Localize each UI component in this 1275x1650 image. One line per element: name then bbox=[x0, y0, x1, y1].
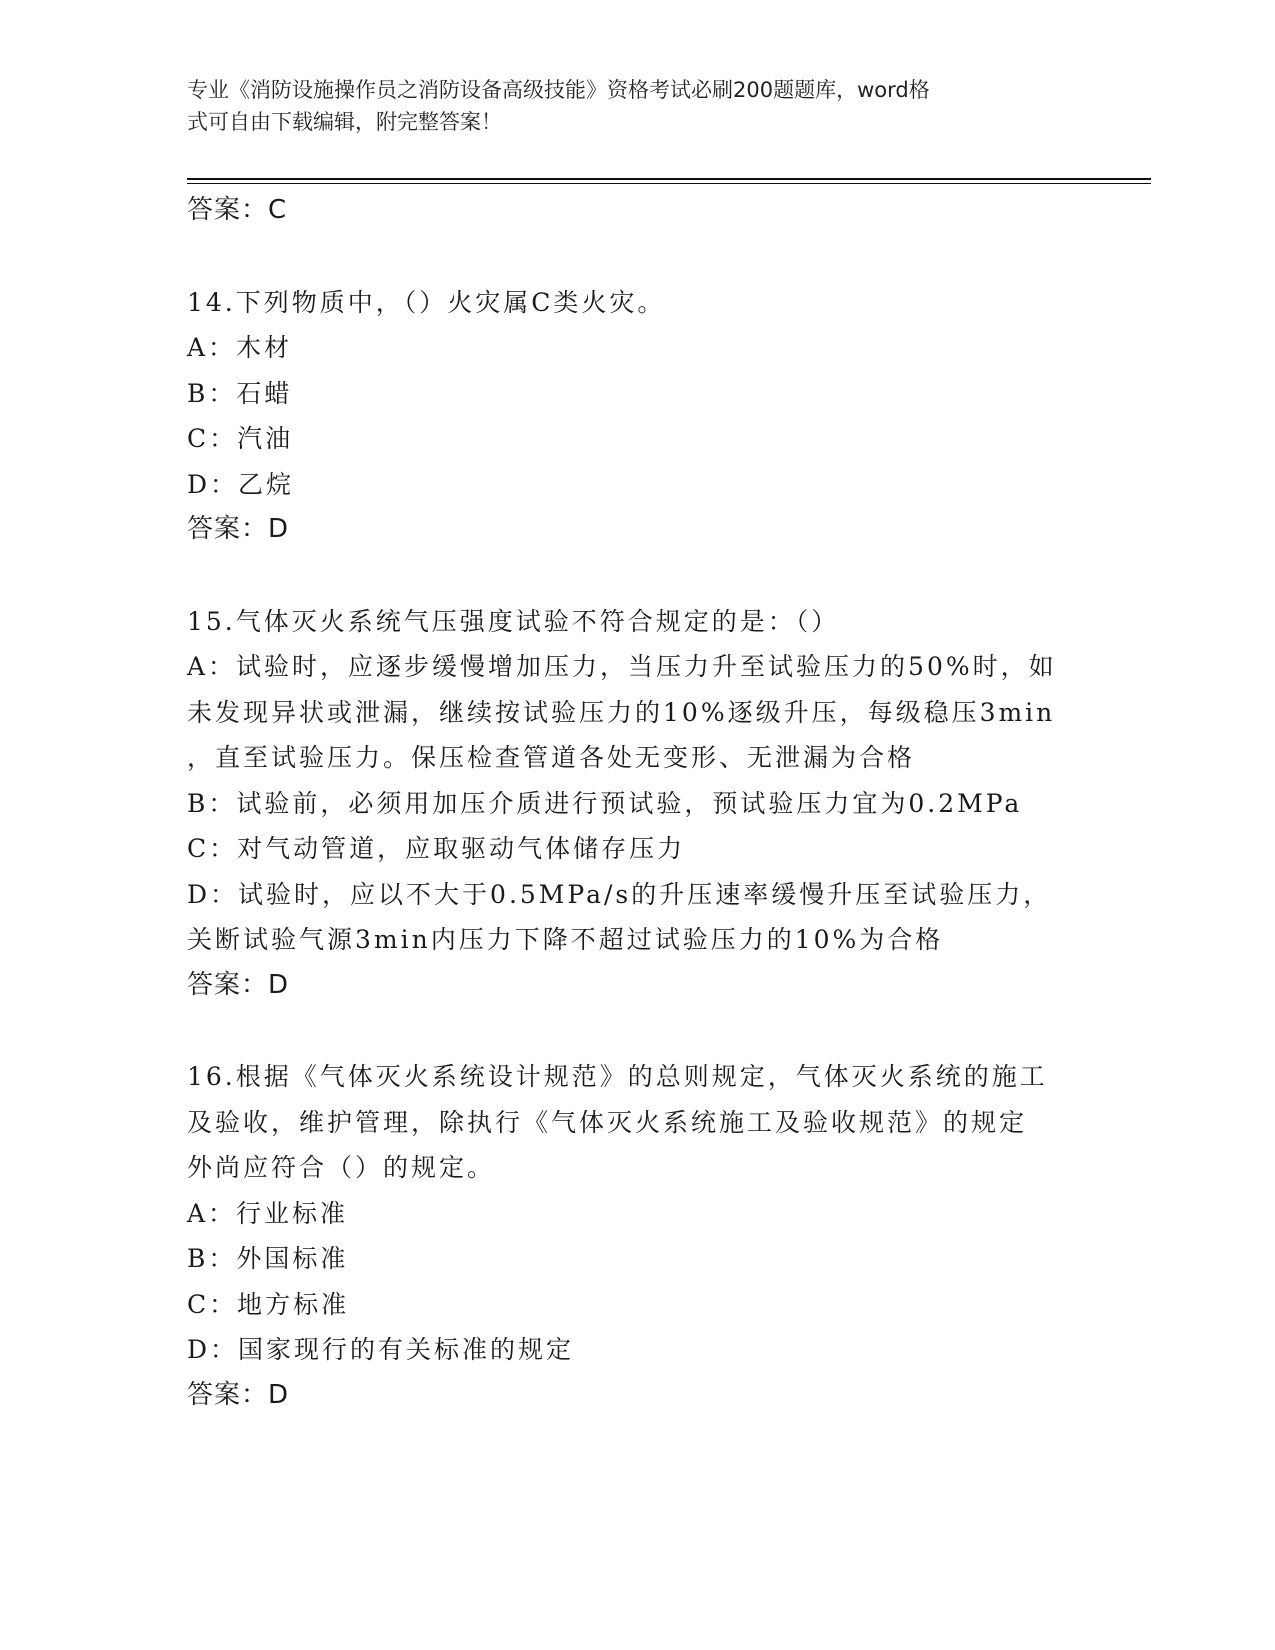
option-a-line-3: ，直至试验压力。保压检查管道各处无变形、无泄漏为合格 bbox=[187, 743, 916, 772]
option-d: D：乙烷 bbox=[187, 469, 295, 499]
spacer bbox=[187, 234, 1087, 280]
previous-answer: 答案：C bbox=[187, 195, 288, 225]
header-rule-thin bbox=[187, 183, 1151, 184]
question-stem: 14.下列物质中，（）火灾属C类火灾。 bbox=[187, 287, 666, 317]
answer: 答案：D bbox=[187, 514, 290, 544]
option-a-line-2: 未发现异状或泄漏，继续按试验压力的10%逐级升压，每级稳压3min bbox=[187, 697, 1056, 727]
question-16 bbox=[187, 1054, 1087, 1418]
question-stem-line-3: 外尚应符合（）的规定。 bbox=[187, 1153, 496, 1182]
question-15 bbox=[187, 599, 1087, 1009]
option-c: C：汽油 bbox=[187, 424, 294, 453]
header-line-1: 专业《消防设施操作员之消防设备高级技能》资格考试必刷200题题库，word格 bbox=[187, 78, 930, 102]
option-b: B：石蜡 bbox=[187, 378, 293, 408]
option-c: C：对气动管道，应取驱动气体储存压力 bbox=[187, 834, 686, 863]
option-d-line-2: 关断试验气源3min内压力下降不超过试验压力的10%为合格 bbox=[187, 925, 944, 954]
option-a: A：木材 bbox=[187, 333, 293, 362]
spacer bbox=[187, 1008, 1087, 1054]
header-line-2: 式可自由下载编辑，附完整答案！ bbox=[187, 110, 502, 134]
option-b: B：试验前，必须用加压介质进行预试验，预试验压力宜为0.2MPa bbox=[187, 788, 1023, 818]
page-header bbox=[187, 74, 1067, 138]
option-d-line-1: D：试验时，应以不大于0.5MPa/s的升压速率缓慢升压至试验压力， bbox=[187, 879, 1052, 909]
spacer bbox=[187, 553, 1087, 599]
option-a-line-1: A：试验时，应逐步缓慢增加压力，当压力升至试验压力的50%时，如 bbox=[187, 652, 1057, 681]
option-d: D：国家现行的有关标准的规定 bbox=[187, 1335, 575, 1364]
option-a: A：行业标准 bbox=[187, 1198, 349, 1228]
header-rule-thick bbox=[187, 178, 1151, 180]
option-c: C：地方标准 bbox=[187, 1289, 350, 1319]
question-stem-line-1: 16.根据《气体灭火系统设计规范》的总则规定，气体灭火系统的施工 bbox=[187, 1062, 1048, 1091]
document-body bbox=[187, 188, 1087, 1418]
question-stem-line-2: 及验收，维护管理，除执行《气体灭火系统施工及验收规范》的规定 bbox=[187, 1107, 1028, 1137]
question-stem: 15.气体灭火系统气压强度试验不符合规定的是：（） bbox=[187, 606, 840, 636]
answer: 答案：D bbox=[187, 969, 290, 1000]
option-b: B：外国标准 bbox=[187, 1244, 349, 1273]
answer: 答案：D bbox=[187, 1379, 290, 1410]
question-14 bbox=[187, 280, 1087, 553]
